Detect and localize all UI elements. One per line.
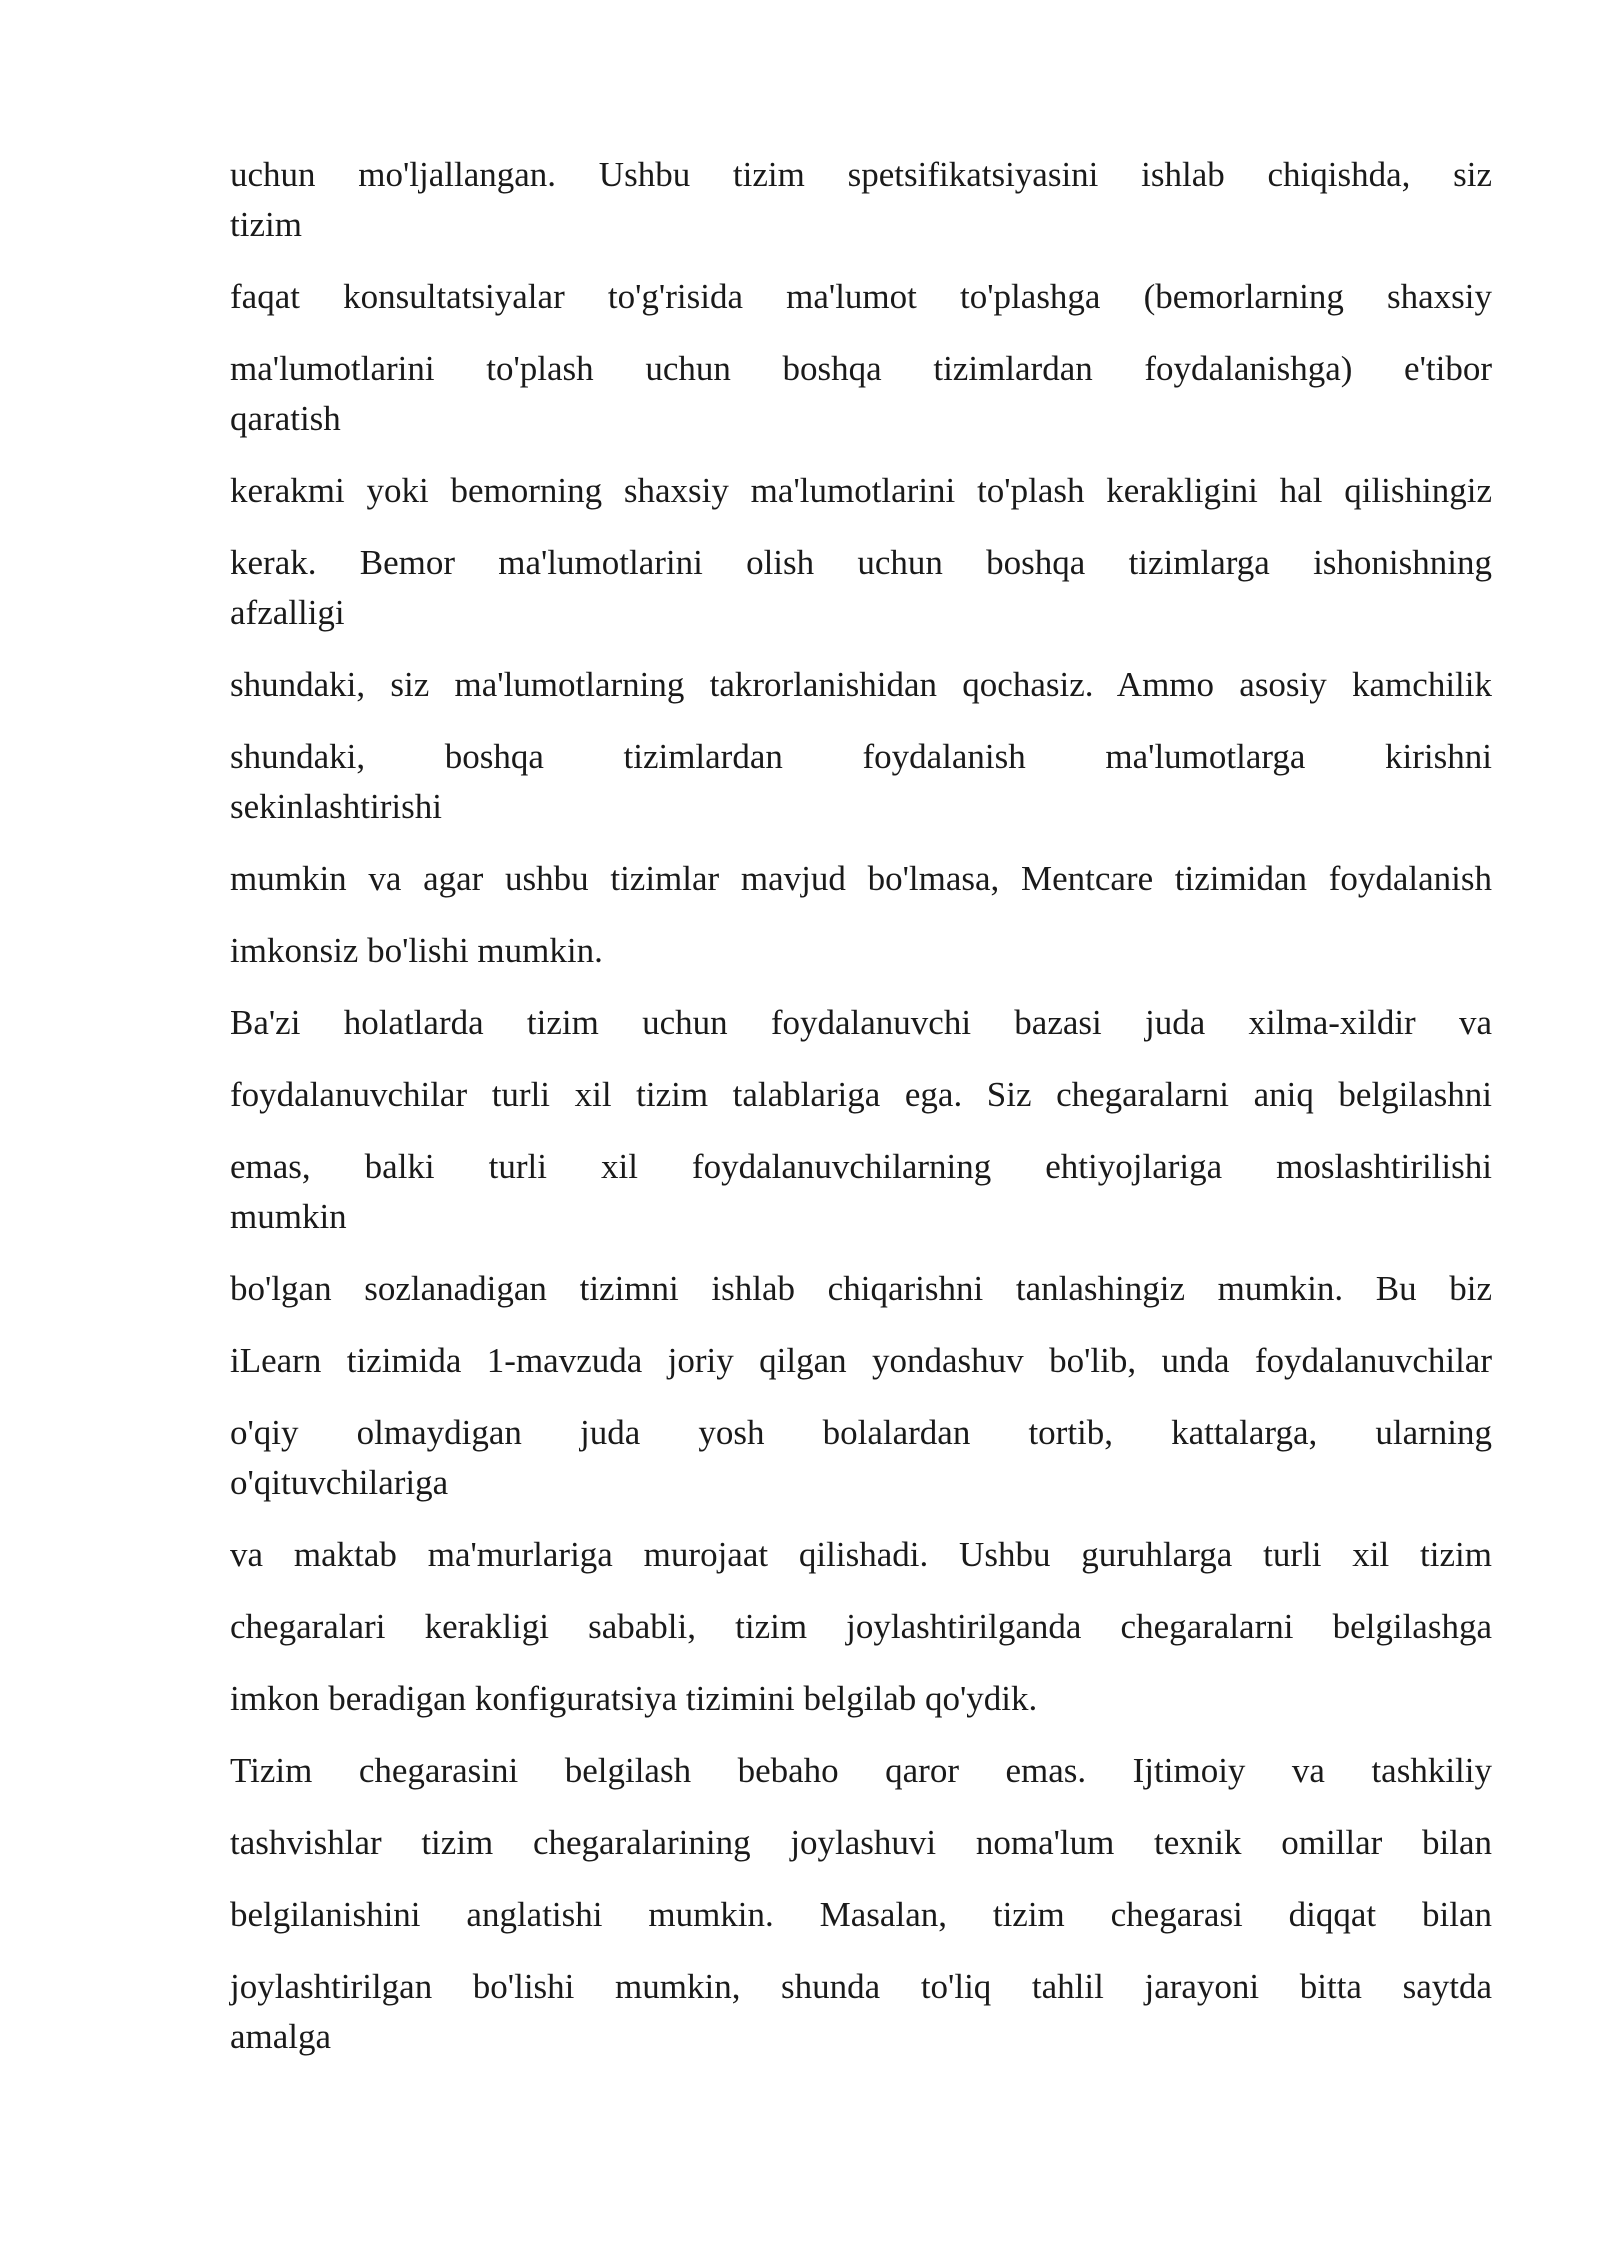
text-line-6: shundaki, siz ma'lumotlarning takrorlanishidan qochasiz. Ammo asosiy kamchilik: [230, 665, 1492, 704]
text-line-21: belgilanishini anglatishi mumkin. Masalan, tizim chegarasi diqqat bilan: [230, 1895, 1492, 1934]
text-line-19: Tizim chegarasini belgilash bebaho qaror emas. Ijtimoiy va tashkiliy: [230, 1751, 1492, 1790]
line-wrap-text: sekinlashtirishi: [230, 787, 442, 826]
text-line-15: [230, 1408, 1492, 1530]
line-wrap-text: afzalligi: [230, 593, 345, 632]
body-text: [230, 150, 1492, 2084]
text-line-22: [230, 1962, 1492, 2084]
text-line-13: bo'lgan sozlanadigan tizimni ishlab chiqarishni tanlashingiz mumkin. Bu biz: [230, 1269, 1492, 1308]
line-text: joylashtirilgan bo'lishi mumkin, shunda to'liq tahlil jarayoni bitta saytda: [230, 1967, 1492, 2006]
text-line-10: Ba'zi holatlarda tizim uchun foydalanuvchi bazasi juda xilma-xildir va: [230, 1003, 1492, 1042]
line-wrap-text: o'qituvchilariga: [230, 1463, 449, 1502]
text-line-18: imkon beradigan konfiguratsiya tizimini belgilab qo'ydik.: [230, 1679, 1038, 1718]
text-line-17: chegaralari kerakligi sababli, tizim joylashtirilganda chegaralarni belgilashga: [230, 1607, 1492, 1646]
line-wrap-text: mumkin: [230, 1197, 347, 1236]
text-line-7: [230, 732, 1492, 854]
line-text: shundaki, boshqa tizimlardan foydalanish ma'lumotlarga kirishni: [230, 737, 1492, 776]
text-line-12: [230, 1142, 1492, 1264]
line-text: emas, balki turli xil foydalanuvchilarning ehtiyojlariga moslashtirilishi: [230, 1147, 1492, 1186]
line-text: kerak. Bemor ma'lumotlarini olish uchun boshqa tizimlarga ishonishning: [230, 543, 1492, 582]
line-text: o'qiy olmaydigan juda yosh bolalardan tortib, kattalarga, ularning: [230, 1413, 1492, 1452]
line-text: ma'lumotlarini to'plash uchun boshqa tizimlardan foydalanishga) e'tibor: [230, 349, 1492, 388]
line-wrap-text: amalga: [230, 2017, 332, 2056]
line-text: uchun mo'ljallangan. Ushbu tizim spetsifikatsiyasini ishlab chiqishda, siz: [230, 155, 1492, 194]
text-line-8: mumkin va agar ushbu tizimlar mavjud bo'lmasa, Mentcare tizimidan foydalanish: [230, 859, 1492, 898]
line-wrap-text: tizim: [230, 205, 302, 244]
text-line-9: imkonsiz bo'lishi mumkin.: [230, 931, 603, 970]
text-line-11: foydalanuvchilar turli xil tizim talablariga ega. Siz chegaralarni aniq belgilashni: [230, 1075, 1492, 1114]
line-wrap-text: qaratish: [230, 399, 341, 438]
text-line-4: kerakmi yoki bemorning shaxsiy ma'lumotlarini to'plash kerakligini hal qilishingiz: [230, 471, 1492, 510]
text-line-20: tashvishlar tizim chegaralarining joylashuvi noma'lum texnik omillar bilan: [230, 1823, 1492, 1862]
text-line-5: [230, 538, 1492, 660]
text-line-16: va maktab ma'murlariga murojaat qilishadi. Ushbu guruhlarga turli xil tizim: [230, 1535, 1492, 1574]
text-line-3: [230, 344, 1492, 466]
text-line-14: iLearn tizimida 1-mavzuda joriy qilgan yondashuv bo'lib, unda foydalanuvchilar: [230, 1341, 1492, 1380]
text-line-1: [230, 150, 1492, 272]
text-line-2: faqat konsultatsiyalar to'g'risida ma'lumot to'plashga (bemorlarning shaxsiy: [230, 277, 1492, 316]
